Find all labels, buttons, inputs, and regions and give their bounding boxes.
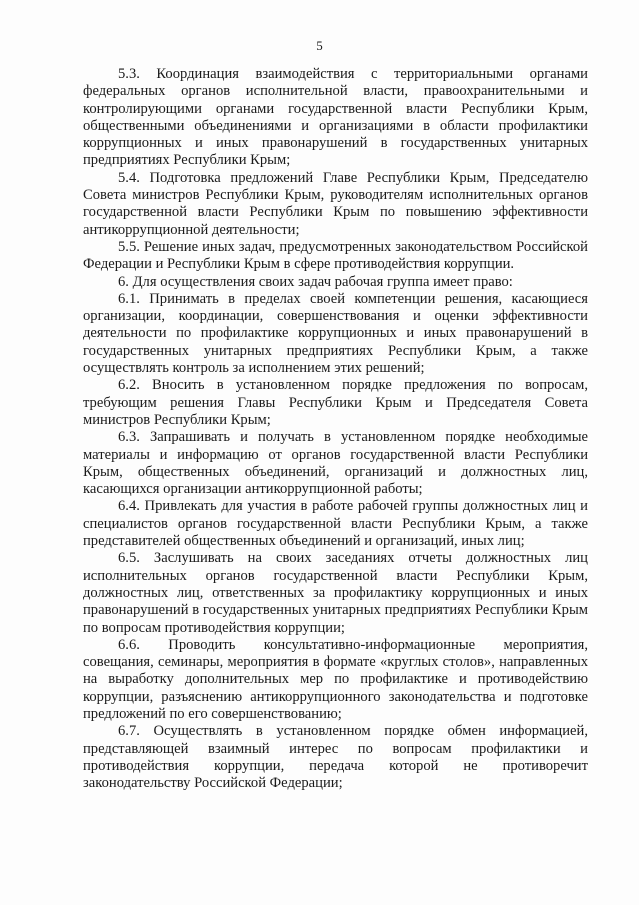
paragraph-6-6: 6.6. Проводить консультативно-информационные мероприятия, совещания, семинары, мероприятия в формате «круглых столов», направленных на выработку дополнительных мер по профилактике и противодействию коррупции, разъяснению антикоррупционного законодательства и подготовке предложений по его совершенствованию;: [83, 636, 588, 722]
paragraph-6-2: 6.2. Вносить в установленном порядке предложения по вопросам, требующим решения Главы Республики Крым и Председателя Совета министров Республики Крым;: [83, 377, 588, 428]
paragraph-6-1: 6.1. Принимать в пределах своей компетенции решения, касающиеся организации, координации, совершенствования и оценки эффективности деятельности по профилактике коррупционных и иных правонарушений в государственных унитарных предприятиях Республики Крым, а также осуществлять контроль за исполнением этих решений;: [83, 290, 588, 377]
document-body: [83, 66, 588, 792]
paragraph-6: 6. Для осуществления своих задач рабочая группа имеет право:: [118, 273, 513, 290]
paragraph-5-4: 5.4. Подготовка предложений Главе Республики Крым, Председателю Совета министров Республики Крым, руководителям исполнительных органов государственной власти Республики Крым по повышению эффективности антикоррупционной деятельности;: [83, 169, 588, 238]
paragraph-6-7: 6.7. Осуществлять в установленном порядке обмен информацией, представляющей взаимный интерес по вопросам профилактики и противодействия коррупции, передача которой не противоречит законодательству Российской Федерации;: [83, 723, 588, 792]
paragraph-6-4: 6.4. Привлекать для участия в работе рабочей группы должностных лиц и специалистов органов государственной власти Республики Крым, а также представителей общественных объединений и организаций, иных лиц;: [83, 498, 588, 550]
page-number: 5: [316, 38, 323, 53]
paragraph-6-5: 6.5. Заслушивать на своих заседаниях отчеты должностных лиц исполнительных органов государственной власти Республики Крым, должностных лиц, ответственных за профилактику коррупционных и иных правонарушений в государственных унитарных предприятиях Республики Крым по вопросам противодействия коррупции;: [83, 550, 588, 636]
paragraph-6-3: 6.3. Запрашивать и получать в установленном порядке необходимые материалы и информацию от органов государственной власти Республики Крым, общественных объединений, организаций и должностных лиц, касающихся организации антикоррупционной работы;: [83, 429, 588, 498]
paragraph-5-3: 5.3. Координация взаимодействия с территориальными органами федеральных органов исполнительной власти, правоохранительными и контролирующими органами государственной власти Республики Крым, общественными объединениями и организациями в области профилактики коррупционных и иных правонарушений в государственных унитарных предприятиях Республики Крым;: [83, 66, 588, 169]
paragraph-5-5: 5.5. Решение иных задач, предусмотренных законодательством Российской Федерации и Республики Крым в сфере противодействия коррупции.: [83, 238, 588, 273]
